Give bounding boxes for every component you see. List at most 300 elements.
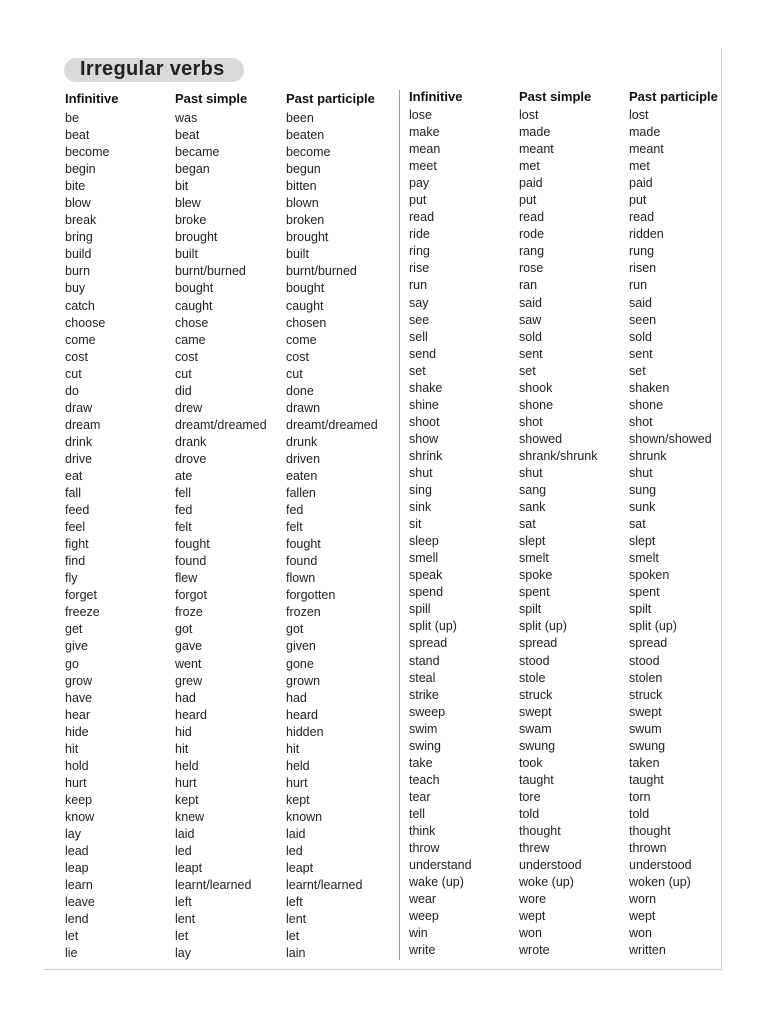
past-participle-cell: lent <box>286 912 307 927</box>
past-simple-cell: swam <box>519 721 552 736</box>
infinitive-cell: strike <box>409 687 439 702</box>
past-simple-cell: rang <box>519 244 545 259</box>
past-participle-cell: done <box>286 383 314 398</box>
past-participle-cell: frozen <box>286 605 321 620</box>
past-participle-cell: sat <box>629 517 646 532</box>
past-simple-cell: flew <box>175 571 198 586</box>
infinitive-cell: swim <box>409 721 438 736</box>
past-simple-cell: set <box>519 363 536 378</box>
header-infinitive: Infinitive <box>409 89 463 104</box>
past-participle-cell: thrown <box>629 841 667 856</box>
past-simple-cell: wrote <box>519 943 550 958</box>
past-simple-cell: got <box>175 622 193 637</box>
infinitive-cell: steal <box>409 670 436 685</box>
infinitive-list <box>65 110 118 962</box>
infinitive-cell: hide <box>65 724 89 739</box>
infinitive-cell: cost <box>65 349 88 364</box>
past-simple-cell: chose <box>175 315 209 330</box>
past-participle-cell: burnt/burned <box>286 264 357 279</box>
past-participle-cell: hidden <box>286 724 324 739</box>
past-simple-cell: rose <box>519 261 544 276</box>
past-simple-cell: slept <box>519 534 546 549</box>
past-participle-cell: held <box>286 758 310 773</box>
past-participle-cell: laid <box>286 826 306 841</box>
infinitive-cell: feed <box>65 503 90 518</box>
infinitive-cell: come <box>65 332 96 347</box>
past-participle-cell: shown/showed <box>629 431 712 446</box>
past-simple-cell: hid <box>175 724 192 739</box>
past-participle-cell: met <box>629 159 650 174</box>
past-participle-cell: come <box>286 332 317 347</box>
infinitive-cell: beat <box>65 128 90 143</box>
past-participle-cell: said <box>629 295 652 310</box>
infinitive-cell: get <box>65 622 83 637</box>
infinitive-cell: ring <box>409 244 430 259</box>
infinitive-cell: bring <box>65 230 93 245</box>
infinitive-cell: shrink <box>409 448 443 463</box>
past-simple-cell: ate <box>175 468 193 483</box>
past-simple-cell: spread <box>519 636 558 651</box>
infinitive-cell: let <box>65 929 79 944</box>
past-simple-cell: sat <box>519 517 536 532</box>
infinitive-cell: fly <box>65 571 78 586</box>
past-participle-cell: meant <box>629 142 664 157</box>
left-past-participle-column <box>286 89 378 962</box>
left-past-simple-column <box>175 89 267 962</box>
infinitive-cell: win <box>409 926 428 941</box>
past-participle-cell: risen <box>629 261 657 276</box>
infinitive-cell: grow <box>65 673 93 688</box>
past-simple-cell: left <box>175 895 192 910</box>
past-participle-cell: fallen <box>286 486 316 501</box>
past-participle-cell: been <box>286 111 314 125</box>
infinitive-cell: hear <box>65 707 91 722</box>
past-simple-cell: saw <box>519 312 542 327</box>
past-simple-cell: was <box>175 111 198 125</box>
header-past-participle: Past participle <box>286 91 375 106</box>
past-simple-cell: drove <box>175 451 207 466</box>
past-simple-cell: broke <box>175 213 207 228</box>
past-simple-cell: shrank/shrunk <box>519 448 598 463</box>
infinitive-cell: make <box>409 125 440 140</box>
infinitive-cell: hurt <box>65 775 87 790</box>
past-simple-cell: felt <box>175 520 192 535</box>
infinitive-cell: know <box>65 809 95 824</box>
infinitive-cell: leap <box>65 861 89 876</box>
past-simple-cell: met <box>519 159 540 174</box>
past-simple-cell: won <box>519 926 542 941</box>
past-simple-cell: swept <box>519 704 552 719</box>
infinitive-cell: feel <box>65 520 86 535</box>
past-simple-cell: froze <box>175 605 203 620</box>
past-simple-cell: sent <box>519 346 543 361</box>
past-participle-cell: won <box>629 926 652 941</box>
header-past-participle: Past participle <box>629 89 718 104</box>
past-simple-cell: cost <box>175 349 198 364</box>
past-simple-cell: caught <box>175 298 213 313</box>
past-simple-cell: threw <box>519 841 550 856</box>
past-simple-cell: shone <box>519 397 554 412</box>
past-participle-cell: taken <box>629 755 660 770</box>
past-simple-cell: paid <box>519 176 543 191</box>
infinitive-cell: wear <box>409 892 437 907</box>
past-simple-cell: beat <box>175 128 200 143</box>
infinitive-cell: shoot <box>409 414 440 429</box>
column-divider <box>399 90 400 960</box>
infinitive-cell: shut <box>409 465 433 480</box>
past-participle-cell: bought <box>286 281 325 296</box>
right-infinitive-column <box>409 87 472 959</box>
past-participle-cell: read <box>629 210 655 225</box>
past-participle-cell: shrunk <box>629 448 667 463</box>
past-simple-cell: showed <box>519 431 563 446</box>
infinitive-cell: lend <box>65 912 89 927</box>
infinitive-cell: think <box>409 823 436 838</box>
infinitive-cell: teach <box>409 772 440 787</box>
page-bottom-rule <box>44 969 722 970</box>
past-participle-cell: woken (up) <box>629 875 691 890</box>
past-participle-cell: struck <box>629 687 663 702</box>
past-participle-cell: run <box>629 278 648 293</box>
past-participle-cell: hit <box>286 741 300 756</box>
past-simple-cell: learnt/learned <box>175 878 252 893</box>
past-participle-cell: let <box>286 929 300 944</box>
infinitive-cell: sweep <box>409 704 446 719</box>
infinitive-cell: lead <box>65 844 89 859</box>
past-participle-cell: swept <box>629 704 662 719</box>
infinitive-cell: do <box>65 383 79 398</box>
infinitive-cell: have <box>65 690 93 705</box>
past-participle-cell: felt <box>286 520 303 535</box>
infinitive-cell: take <box>409 755 433 770</box>
past-participle-cell: dreamt/dreamed <box>286 417 378 432</box>
past-participle-cell: slept <box>629 534 656 549</box>
past-simple-list <box>175 110 267 962</box>
page-title: Irregular verbs <box>80 58 225 80</box>
past-participle-cell: driven <box>286 451 321 466</box>
past-simple-cell: hurt <box>175 775 197 790</box>
past-simple-cell: forgot <box>175 588 207 603</box>
past-simple-cell: lent <box>175 912 196 927</box>
past-simple-cell: began <box>175 162 210 177</box>
past-simple-cell: taught <box>519 772 554 787</box>
past-participle-cell: written <box>629 943 666 958</box>
infinitive-cell: sing <box>409 483 432 498</box>
past-participle-cell: shaken <box>629 380 670 395</box>
past-participle-cell: cost <box>286 349 309 364</box>
past-participle-list <box>286 110 378 962</box>
infinitive-cell: tear <box>409 789 431 804</box>
past-participle-cell: sunk <box>629 500 656 515</box>
infinitive-cell: ride <box>409 227 430 242</box>
infinitive-cell: sit <box>409 517 422 532</box>
infinitive-cell: leave <box>65 895 95 910</box>
header-past-simple: Past simple <box>519 89 592 104</box>
past-simple-cell: held <box>175 758 199 773</box>
past-simple-cell: did <box>175 383 192 398</box>
past-participle-cell: spent <box>629 585 660 600</box>
past-participle-cell: wept <box>629 909 656 924</box>
past-participle-cell: led <box>286 844 303 859</box>
past-participle-cell: given <box>286 639 316 654</box>
past-participle-cell: understood <box>629 858 692 873</box>
past-simple-cell: built <box>175 247 198 262</box>
past-participle-cell: shot <box>629 414 653 429</box>
infinitive-cell: understand <box>409 858 472 873</box>
past-participle-cell: grown <box>286 673 321 688</box>
right-past-participle-column <box>629 87 718 959</box>
infinitive-cell: build <box>65 247 92 262</box>
past-participle-cell: bitten <box>286 179 317 194</box>
past-participle-cell: lost <box>629 108 649 122</box>
past-participle-cell: sung <box>629 483 657 498</box>
past-simple-cell: sold <box>519 329 542 344</box>
past-simple-cell: knew <box>175 809 205 824</box>
infinitive-list <box>409 107 472 959</box>
infinitive-cell: wake (up) <box>409 875 464 890</box>
infinitive-cell: shine <box>409 397 439 412</box>
past-simple-cell: grew <box>175 673 203 688</box>
past-participle-cell: learnt/learned <box>286 878 363 893</box>
infinitive-cell: lose <box>409 108 432 122</box>
infinitive-cell: hold <box>65 758 89 773</box>
infinitive-cell: fight <box>65 537 89 552</box>
past-simple-cell: smelt <box>519 551 549 566</box>
past-participle-cell: eaten <box>286 468 318 483</box>
infinitive-cell: drive <box>65 451 93 466</box>
past-simple-cell: fell <box>175 486 191 501</box>
infinitive-cell: spread <box>409 636 448 651</box>
infinitive-cell: find <box>65 554 86 569</box>
past-simple-list <box>519 107 598 959</box>
infinitive-cell: smell <box>409 551 439 566</box>
infinitive-cell: choose <box>65 315 106 330</box>
past-simple-cell: ran <box>519 278 538 293</box>
past-simple-cell: lay <box>175 946 191 961</box>
past-participle-cell: put <box>629 193 647 208</box>
infinitive-cell: throw <box>409 841 440 856</box>
past-participle-cell: thought <box>629 823 671 838</box>
past-simple-cell: thought <box>519 823 561 838</box>
past-simple-cell: stole <box>519 670 546 685</box>
past-participle-cell: ridden <box>629 227 664 242</box>
past-simple-cell: became <box>175 145 220 160</box>
infinitive-cell: stand <box>409 653 440 668</box>
infinitive-cell: sleep <box>409 534 439 549</box>
past-participle-cell: swung <box>629 738 666 753</box>
past-simple-cell: shook <box>519 380 553 395</box>
infinitive-cell: burn <box>65 264 91 279</box>
infinitive-cell: be <box>65 111 79 125</box>
infinitive-cell: meet <box>409 159 437 174</box>
past-participle-cell: torn <box>629 789 651 804</box>
past-participle-cell: spilt <box>629 602 652 617</box>
past-simple-cell: went <box>175 656 202 671</box>
past-simple-cell: rode <box>519 227 545 242</box>
past-simple-cell: laid <box>175 826 195 841</box>
past-simple-cell: gave <box>175 639 203 654</box>
past-participle-cell: sent <box>629 346 653 361</box>
infinitive-cell: send <box>409 346 437 361</box>
past-simple-cell: wept <box>519 909 546 924</box>
past-participle-cell: cut <box>286 366 303 381</box>
infinitive-cell: drink <box>65 434 93 449</box>
past-participle-cell: seen <box>629 312 657 327</box>
infinitive-cell: forget <box>65 588 97 603</box>
infinitive-cell: eat <box>65 468 83 483</box>
infinitive-cell: blow <box>65 196 91 211</box>
right-past-simple-column <box>519 87 598 959</box>
infinitive-cell: show <box>409 431 439 446</box>
past-simple-cell: hit <box>175 741 189 756</box>
infinitive-cell: break <box>65 213 97 228</box>
past-participle-cell: fed <box>286 503 304 518</box>
past-participle-cell: set <box>629 363 646 378</box>
past-participle-cell: beaten <box>286 128 325 143</box>
past-simple-cell: said <box>519 295 542 310</box>
past-simple-cell: kept <box>175 792 199 807</box>
infinitive-cell: speak <box>409 568 443 583</box>
infinitive-cell: sink <box>409 500 432 515</box>
infinitive-cell: swing <box>409 738 441 753</box>
past-simple-cell: led <box>175 844 192 859</box>
past-participle-cell: left <box>286 895 303 910</box>
past-participle-cell: forgotten <box>286 588 336 603</box>
past-participle-cell: shut <box>629 465 653 480</box>
past-simple-cell: took <box>519 755 543 770</box>
past-simple-cell: burnt/burned <box>175 264 246 279</box>
past-participle-cell: stolen <box>629 670 663 685</box>
infinitive-cell: buy <box>65 281 86 296</box>
infinitive-cell: fall <box>65 486 81 501</box>
past-participle-cell: sold <box>629 329 652 344</box>
past-simple-cell: read <box>519 210 545 225</box>
past-participle-cell: fought <box>286 537 321 552</box>
infinitive-cell: dream <box>65 417 101 432</box>
infinitive-cell: weep <box>409 909 439 924</box>
past-simple-cell: meant <box>519 142 554 157</box>
past-participle-cell: spoken <box>629 568 670 583</box>
past-simple-cell: bought <box>175 281 214 296</box>
past-simple-cell: woke (up) <box>519 875 574 890</box>
past-simple-cell: fed <box>175 503 193 518</box>
past-participle-cell: leapt <box>286 861 314 876</box>
past-simple-cell: sank <box>519 500 546 515</box>
past-simple-cell: lost <box>519 108 539 122</box>
past-simple-cell: spent <box>519 585 550 600</box>
infinitive-cell: say <box>409 295 429 310</box>
infinitive-cell: tell <box>409 806 425 821</box>
past-simple-cell: shot <box>519 414 543 429</box>
past-simple-cell: drew <box>175 400 203 415</box>
past-participle-list <box>629 107 718 959</box>
past-participle-cell: shone <box>629 397 664 412</box>
past-simple-cell: wore <box>519 892 547 907</box>
infinitive-cell: learn <box>65 878 93 893</box>
infinitive-cell: hit <box>65 741 79 756</box>
infinitive-cell: sell <box>409 329 428 344</box>
infinitive-cell: spill <box>409 602 431 617</box>
infinitive-cell: go <box>65 656 79 671</box>
past-participle-cell: worn <box>629 892 657 907</box>
infinitive-cell: draw <box>65 400 93 415</box>
past-participle-cell: smelt <box>629 551 659 566</box>
past-simple-cell: sang <box>519 483 547 498</box>
infinitive-cell: pay <box>409 176 430 191</box>
past-simple-cell: shut <box>519 465 543 480</box>
past-simple-cell: struck <box>519 687 553 702</box>
infinitive-cell: read <box>409 210 435 225</box>
infinitive-cell: spend <box>409 585 444 600</box>
left-infinitive-column <box>65 89 118 962</box>
past-simple-cell: dreamt/dreamed <box>175 417 267 432</box>
past-simple-cell: tore <box>519 789 541 804</box>
past-participle-cell: paid <box>629 176 653 191</box>
past-participle-cell: heard <box>286 707 318 722</box>
past-simple-cell: understood <box>519 858 582 873</box>
past-participle-cell: spread <box>629 636 668 651</box>
past-participle-cell: flown <box>286 571 316 586</box>
past-participle-cell: kept <box>286 792 310 807</box>
infinitive-cell: lay <box>65 826 81 841</box>
past-simple-cell: stood <box>519 653 550 668</box>
past-simple-cell: leapt <box>175 861 203 876</box>
past-participle-cell: drawn <box>286 400 321 415</box>
past-simple-cell: fought <box>175 537 210 552</box>
past-simple-cell: cut <box>175 366 192 381</box>
past-participle-cell: broken <box>286 213 325 228</box>
past-simple-cell: spilt <box>519 602 542 617</box>
infinitive-cell: lie <box>65 946 78 961</box>
infinitive-cell: begin <box>65 162 96 177</box>
past-simple-cell: put <box>519 193 537 208</box>
infinitive-cell: write <box>409 943 436 958</box>
infinitive-cell: become <box>65 145 110 160</box>
past-participle-cell: begun <box>286 162 321 177</box>
infinitive-cell: shake <box>409 380 443 395</box>
past-participle-cell: lain <box>286 946 306 961</box>
past-participle-cell: told <box>629 806 650 821</box>
past-simple-cell: let <box>175 929 189 944</box>
past-participle-cell: taught <box>629 772 664 787</box>
past-participle-cell: chosen <box>286 315 327 330</box>
infinitive-cell: mean <box>409 142 441 157</box>
infinitive-cell: put <box>409 193 427 208</box>
infinitive-cell: see <box>409 312 430 327</box>
past-participle-cell: stood <box>629 653 660 668</box>
past-participle-cell: known <box>286 809 323 824</box>
past-participle-cell: gone <box>286 656 314 671</box>
infinitive-cell: give <box>65 639 88 654</box>
page-edge-rule <box>721 48 722 971</box>
past-participle-cell: got <box>286 622 304 637</box>
infinitive-cell: catch <box>65 298 95 313</box>
past-participle-cell: built <box>286 247 309 262</box>
past-simple-cell: told <box>519 806 540 821</box>
infinitive-cell: bite <box>65 179 86 194</box>
infinitive-cell: run <box>409 278 428 293</box>
past-simple-cell: blew <box>175 196 201 211</box>
infinitive-cell: keep <box>65 792 93 807</box>
past-simple-cell: came <box>175 332 206 347</box>
past-simple-cell: made <box>519 125 551 140</box>
past-simple-cell: split (up) <box>519 619 567 634</box>
past-participle-cell: hurt <box>286 775 308 790</box>
past-simple-cell: drank <box>175 434 207 449</box>
past-simple-cell: heard <box>175 707 207 722</box>
past-participle-cell: rung <box>629 244 655 259</box>
infinitive-cell: set <box>409 363 426 378</box>
